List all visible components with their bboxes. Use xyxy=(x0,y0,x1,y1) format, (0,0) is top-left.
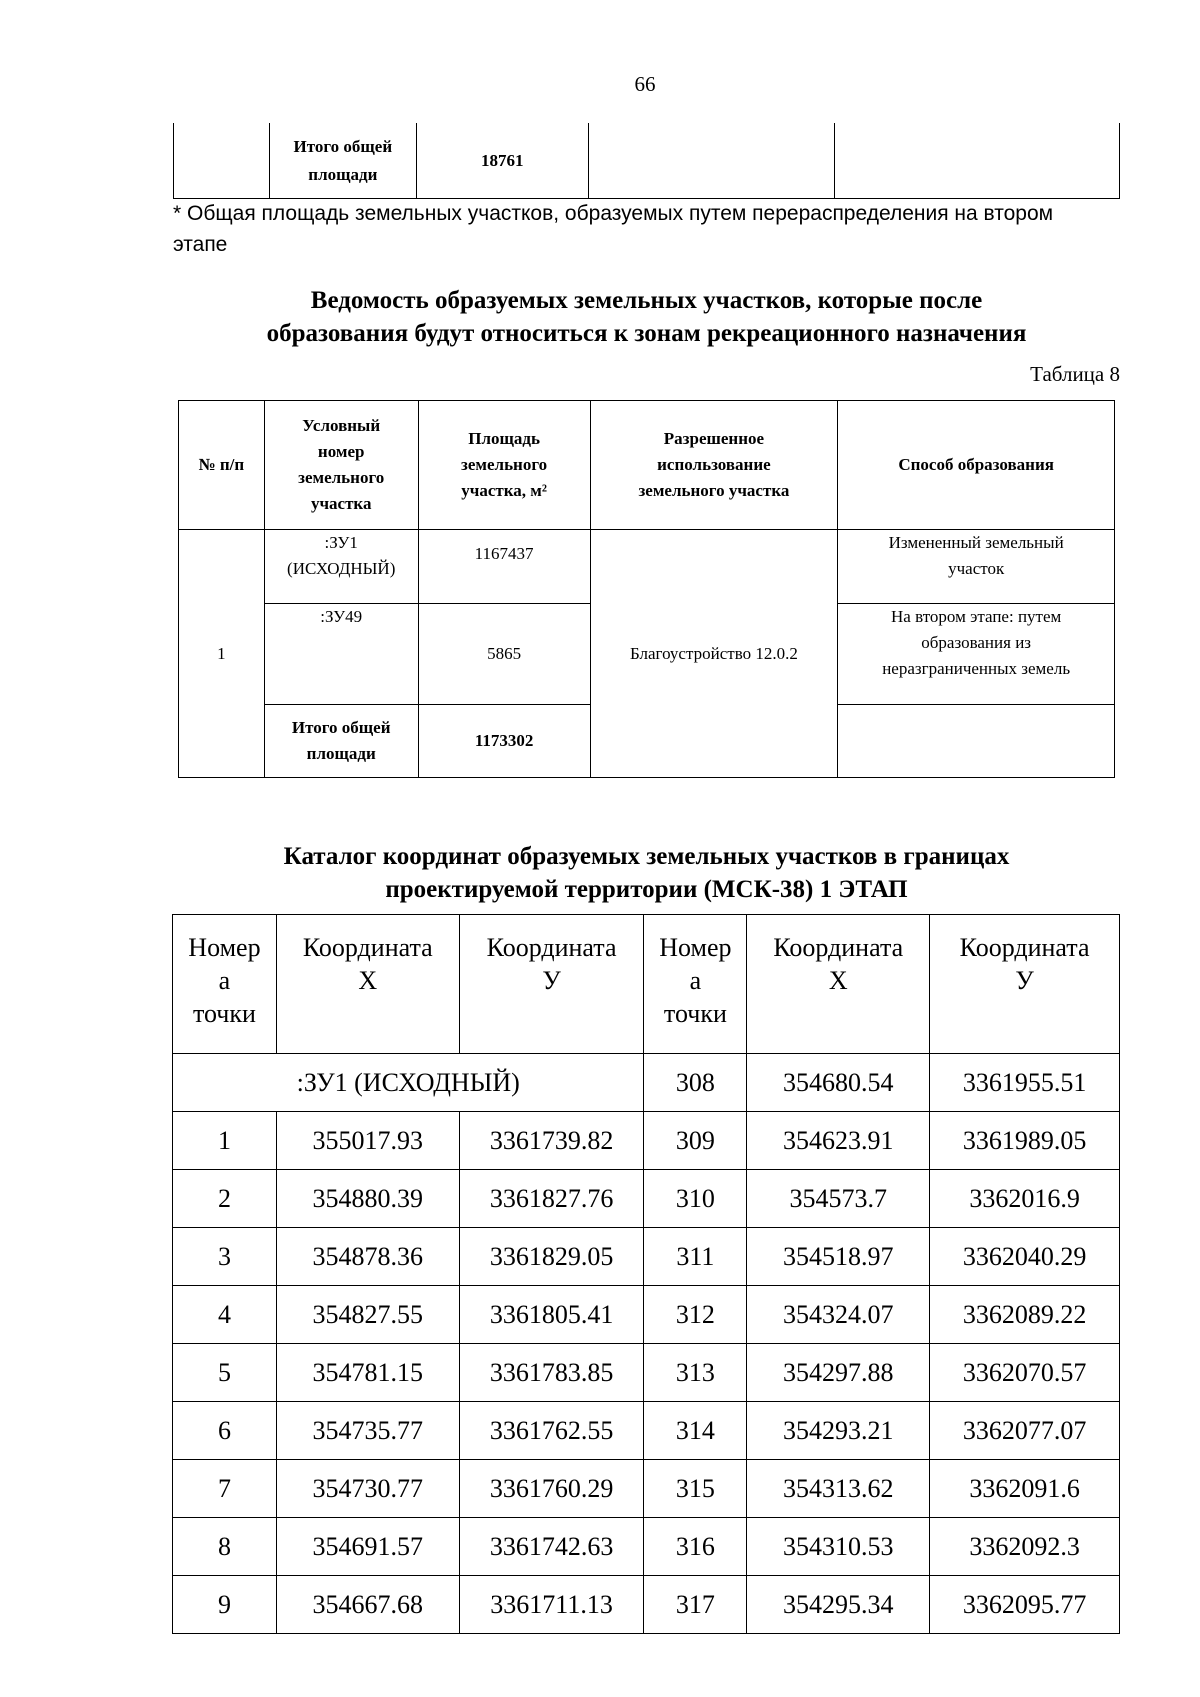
continuation-table xyxy=(173,123,1120,199)
coord-x: 354324.07 xyxy=(747,1286,930,1344)
table-row xyxy=(179,530,1115,604)
table-label: Таблица 8 xyxy=(1030,362,1120,386)
point-number: 5 xyxy=(173,1344,277,1402)
table-row xyxy=(173,1112,1120,1170)
coordinates-table xyxy=(172,914,1120,1634)
title-line: образования будут относиться к зонам рекреационного назначения xyxy=(266,320,1027,347)
cond-number: :ЗУ1 (ИСХОДНЫЙ) xyxy=(264,530,418,604)
table-row xyxy=(173,1402,1120,1460)
group-row xyxy=(173,1054,1120,1112)
coord-y: 3361742.63 xyxy=(459,1518,644,1576)
total-value: 1173302 xyxy=(418,705,590,778)
header-coord-x xyxy=(747,915,930,1054)
header-line: Координата xyxy=(959,933,1090,962)
table-row xyxy=(173,1286,1120,1344)
point-number: 312 xyxy=(644,1286,747,1344)
coord-x: 354313.62 xyxy=(747,1460,930,1518)
header-line: Координата xyxy=(302,933,433,962)
point-number: 313 xyxy=(644,1344,747,1402)
coord-y: 3361805.41 xyxy=(459,1286,644,1344)
header-permitted-use: Разрешенное использование земельного участка xyxy=(590,401,838,530)
header-coord-y xyxy=(930,915,1120,1054)
coord-x: 354518.97 xyxy=(747,1228,930,1286)
table-row xyxy=(173,1344,1120,1402)
permitted-use: Благоустройство 12.0.2 xyxy=(590,530,838,778)
table-row xyxy=(173,1576,1120,1634)
empty-cell xyxy=(174,123,270,199)
point-number: 6 xyxy=(173,1402,277,1460)
coord-x: 354310.53 xyxy=(747,1518,930,1576)
empty-cell xyxy=(838,705,1115,778)
coord-x: 354680.54 xyxy=(747,1054,930,1112)
point-number: 9 xyxy=(173,1576,277,1634)
coord-y: 3361762.55 xyxy=(459,1402,644,1460)
header-coord-y xyxy=(459,915,644,1054)
section-title-catalog xyxy=(173,840,1120,906)
table-row xyxy=(173,1228,1120,1286)
point-number: 3 xyxy=(173,1228,277,1286)
coord-x: 354878.36 xyxy=(276,1228,459,1286)
point-number: 311 xyxy=(644,1228,747,1286)
coordinates-body xyxy=(173,1112,1120,1634)
row-number: 1 xyxy=(179,530,265,778)
coord-x: 354293.21 xyxy=(747,1402,930,1460)
header-line: а xyxy=(218,966,231,995)
point-number: 310 xyxy=(644,1170,747,1228)
header-line: а xyxy=(689,966,702,995)
header-line: точки xyxy=(663,999,727,1028)
point-number: 1 xyxy=(173,1112,277,1170)
coord-x: 354730.77 xyxy=(276,1460,459,1518)
coord-x: 354667.68 xyxy=(276,1576,459,1634)
point-number: 2 xyxy=(173,1170,277,1228)
coord-y: 3361711.13 xyxy=(459,1576,644,1634)
header-line: Номер xyxy=(188,933,261,962)
coord-y: 3361760.29 xyxy=(459,1460,644,1518)
header-line: точки xyxy=(192,999,256,1028)
point-number: 4 xyxy=(173,1286,277,1344)
header-method: Способ образования xyxy=(838,401,1115,530)
coord-y: 3362070.57 xyxy=(930,1344,1120,1402)
coord-x: 354297.88 xyxy=(747,1344,930,1402)
coord-y: 3362077.07 xyxy=(930,1402,1120,1460)
point-number: 317 xyxy=(644,1576,747,1634)
table-header-row xyxy=(179,401,1115,530)
total-value: 18761 xyxy=(416,123,588,199)
coord-y: 3361739.82 xyxy=(459,1112,644,1170)
coord-y: 3362016.9 xyxy=(930,1170,1120,1228)
header-line: Х xyxy=(358,966,378,995)
point-number: 7 xyxy=(173,1460,277,1518)
header-point-number xyxy=(644,915,747,1054)
group-label: :ЗУ1 (ИСХОДНЫЙ) xyxy=(173,1054,644,1112)
table-header-row xyxy=(173,915,1120,1054)
header-cond-number: Условный номер земельного участка xyxy=(264,401,418,530)
empty-cell xyxy=(835,123,1120,199)
header-coord-x xyxy=(276,915,459,1054)
title-line: Каталог координат образуемых земельных участков в границах xyxy=(283,843,1010,870)
coord-y: 3361783.85 xyxy=(459,1344,644,1402)
point-number: 314 xyxy=(644,1402,747,1460)
coord-x: 354295.34 xyxy=(747,1576,930,1634)
header-line: Координата xyxy=(486,933,617,962)
total-label: Итого общей площади xyxy=(269,123,416,199)
coord-x: 355017.93 xyxy=(276,1112,459,1170)
area-value: 1167437 xyxy=(418,530,590,604)
method: Измененный земельный участок xyxy=(838,530,1115,604)
parcels-table xyxy=(178,400,1115,778)
header-line: У xyxy=(542,966,561,995)
empty-cell xyxy=(588,123,835,199)
coord-x: 354781.15 xyxy=(276,1344,459,1402)
coord-y: 3361989.05 xyxy=(930,1112,1120,1170)
coord-y: 3361955.51 xyxy=(930,1054,1120,1112)
total-row xyxy=(174,123,1120,199)
coord-x: 354691.57 xyxy=(276,1518,459,1576)
coord-y: 3361827.76 xyxy=(459,1170,644,1228)
header-line: Координата xyxy=(773,933,904,962)
point-number: 315 xyxy=(644,1460,747,1518)
header-area: Площадь земельного участка, м² xyxy=(418,401,590,530)
method: На втором этапе: путем образования из неразграниченных земель xyxy=(838,604,1115,705)
coord-y: 3362089.22 xyxy=(930,1286,1120,1344)
coord-y: 3361829.05 xyxy=(459,1228,644,1286)
footnote: * Общая площадь земельных участков, образуемых путем перераспределения на втором этапе xyxy=(173,202,1054,256)
section-title-register xyxy=(173,284,1120,350)
total-label: Итого общей площади xyxy=(264,705,418,778)
table-row xyxy=(173,1460,1120,1518)
table-row xyxy=(173,1518,1120,1576)
page-number: 66 xyxy=(634,72,656,96)
coord-x: 354880.39 xyxy=(276,1170,459,1228)
area-value: 5865 xyxy=(418,604,590,705)
point-number: 316 xyxy=(644,1518,747,1576)
table-row xyxy=(173,1170,1120,1228)
point-number: 8 xyxy=(173,1518,277,1576)
header-num: № п/п xyxy=(179,401,265,530)
coord-y: 3362040.29 xyxy=(930,1228,1120,1286)
point-number: 309 xyxy=(644,1112,747,1170)
coord-x: 354573.7 xyxy=(747,1170,930,1228)
point-number: 308 xyxy=(644,1054,747,1112)
coord-y: 3362095.77 xyxy=(930,1576,1120,1634)
coord-y: 3362091.6 xyxy=(930,1460,1120,1518)
coord-x: 354623.91 xyxy=(747,1112,930,1170)
title-line: проектируемой территории (МСК-38) 1 ЭТАП xyxy=(385,876,908,903)
coord-x: 354735.77 xyxy=(276,1402,459,1460)
coord-y: 3362092.3 xyxy=(930,1518,1120,1576)
cond-number: :ЗУ49 xyxy=(264,604,418,705)
header-point-number xyxy=(173,915,277,1054)
title-line: Ведомость образуемых земельных участков, которые после xyxy=(310,287,983,314)
coord-x: 354827.55 xyxy=(276,1286,459,1344)
header-line: Х xyxy=(828,966,848,995)
header-line: Номер xyxy=(659,933,732,962)
header-line: У xyxy=(1015,966,1034,995)
